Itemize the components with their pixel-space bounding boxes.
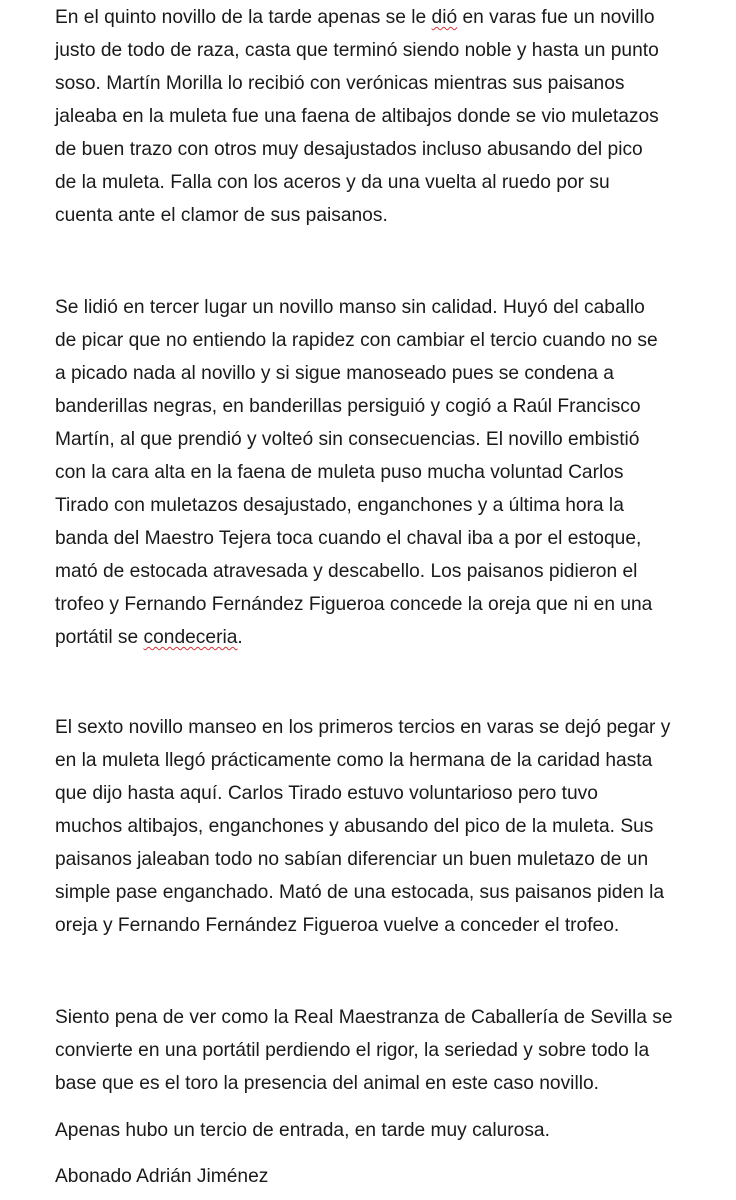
text-line xyxy=(55,843,695,876)
text-line xyxy=(55,489,695,522)
text-line xyxy=(55,133,695,166)
text-segment: soso. Martín Morilla lo recibió con verónicas mientras sus paisanos xyxy=(55,73,625,94)
signature-line xyxy=(55,1160,695,1193)
text-line xyxy=(55,876,695,909)
text-segment: portátil se xyxy=(55,627,144,648)
text-line xyxy=(55,423,695,456)
text-line xyxy=(55,357,695,390)
text-line xyxy=(55,324,695,357)
text-line xyxy=(55,1001,695,1034)
text-line xyxy=(55,199,695,232)
text-line xyxy=(55,456,695,489)
text-segment: a picado nada al novillo y si sigue manoseado pues se condena a xyxy=(55,363,614,384)
text-line xyxy=(55,777,695,810)
text-segment: Abonado Adrián Jiménez xyxy=(55,1166,269,1187)
misspelled-word: dió xyxy=(431,7,458,28)
text-line xyxy=(55,711,695,744)
text-segment: que dijo hasta aquí. Carlos Tirado estuvo voluntarioso pero tuvo xyxy=(55,783,598,804)
paragraph-tercer-lugar xyxy=(55,291,695,654)
text-line xyxy=(55,522,695,555)
text-segment: de buen trazo con otros muy desajustados incluso abusando del pico xyxy=(55,139,643,160)
text-segment: oreja y Fernando Fernández Figueroa vuelve a conceder el trofeo. xyxy=(55,915,620,936)
text-line xyxy=(55,166,695,199)
text-segment: banderillas negras, en banderillas persiguió y cogió a Raúl Francisco xyxy=(55,396,641,417)
text-line xyxy=(55,588,695,621)
text-line xyxy=(55,621,695,654)
text-segment: cuenta ante el clamor de sus paisanos. xyxy=(55,205,388,226)
text-line xyxy=(55,1067,695,1100)
text-segment: de la muleta. Falla con los aceros y da una vuelta al ruedo por su xyxy=(55,172,610,193)
text-segment: de picar que no entiendo la rapidez con cambiar el tercio cuando no se xyxy=(55,330,658,351)
text-segment: banda del Maestro Tejera toca cuando el chaval iba a por el estoque, xyxy=(55,528,642,549)
text-line xyxy=(55,744,695,777)
paragraph-entrada xyxy=(55,1114,695,1147)
text-segment: simple pase enganchado. Mató de una estocada, sus paisanos piden la xyxy=(55,882,665,903)
text-line xyxy=(55,1,695,34)
text-segment: En el quinto novillo de la tarde apenas se le xyxy=(55,7,432,28)
text-segment: El sexto novillo manseo en los primeros tercios en varas se dejó pegar y xyxy=(55,717,671,738)
misspelled-word: condeceria xyxy=(143,627,238,648)
text-segment: Siento pena de ver como la Real Maestranza de Caballería de Sevilla se xyxy=(55,1007,673,1028)
text-line xyxy=(55,390,695,423)
text-segment: en la muleta llegó prácticamente como la hermana de la caridad hasta xyxy=(55,750,653,771)
text-segment: con la cara alta en la faena de muleta puso mucha voluntad Carlos xyxy=(55,462,624,483)
text-segment: base que es el toro la presencia del animal en este caso novillo. xyxy=(55,1073,599,1094)
text-segment: Se lidió en tercer lugar un novillo manso sin calidad. Huyó del caballo xyxy=(55,297,645,318)
text-segment: . xyxy=(237,627,243,648)
text-line xyxy=(55,291,695,324)
text-segment: paisanos jaleaban todo no sabían diferenciar un buen muletazo de un xyxy=(55,849,649,870)
text-segment: Apenas hubo un tercio de entrada, en tarde muy calurosa. xyxy=(55,1120,550,1141)
text-segment: justo de todo de raza, casta que terminó siendo noble y hasta un punto xyxy=(55,40,659,61)
text-segment: jaleaba en la muleta fue una faena de altibajos donde se vio muletazos xyxy=(55,106,659,127)
text-line xyxy=(55,1160,695,1193)
text-line xyxy=(55,1034,695,1067)
text-line xyxy=(55,1114,695,1147)
text-line xyxy=(55,555,695,588)
text-line xyxy=(55,100,695,133)
text-line xyxy=(55,810,695,843)
paragraph-real-maestranza xyxy=(55,1001,695,1100)
text-segment: mató de estocada atravesada y descabello. Los paisanos pidieron el xyxy=(55,561,638,582)
text-line xyxy=(55,34,695,67)
text-segment: en varas fue un novillo xyxy=(457,7,655,28)
text-line xyxy=(55,909,695,942)
text-segment: trofeo y Fernando Fernández Figueroa concede la oreja que ni en una xyxy=(55,594,653,615)
text-segment: Tirado con muletazos desajustado, enganchones y a última hora la xyxy=(55,495,624,516)
text-segment: Martín, al que prendió y volteó sin consecuencias. El novillo embistió xyxy=(55,429,640,450)
document-page xyxy=(55,0,695,1200)
text-segment: convierte en una portátil perdiendo el rigor, la seriedad y sobre todo la xyxy=(55,1040,650,1061)
text-line xyxy=(55,67,695,100)
paragraph-quinto-novillo xyxy=(55,1,695,232)
text-segment: muchos altibajos, enganchones y abusando del pico de la muleta. Sus xyxy=(55,816,654,837)
paragraph-sexto-novillo xyxy=(55,711,695,942)
